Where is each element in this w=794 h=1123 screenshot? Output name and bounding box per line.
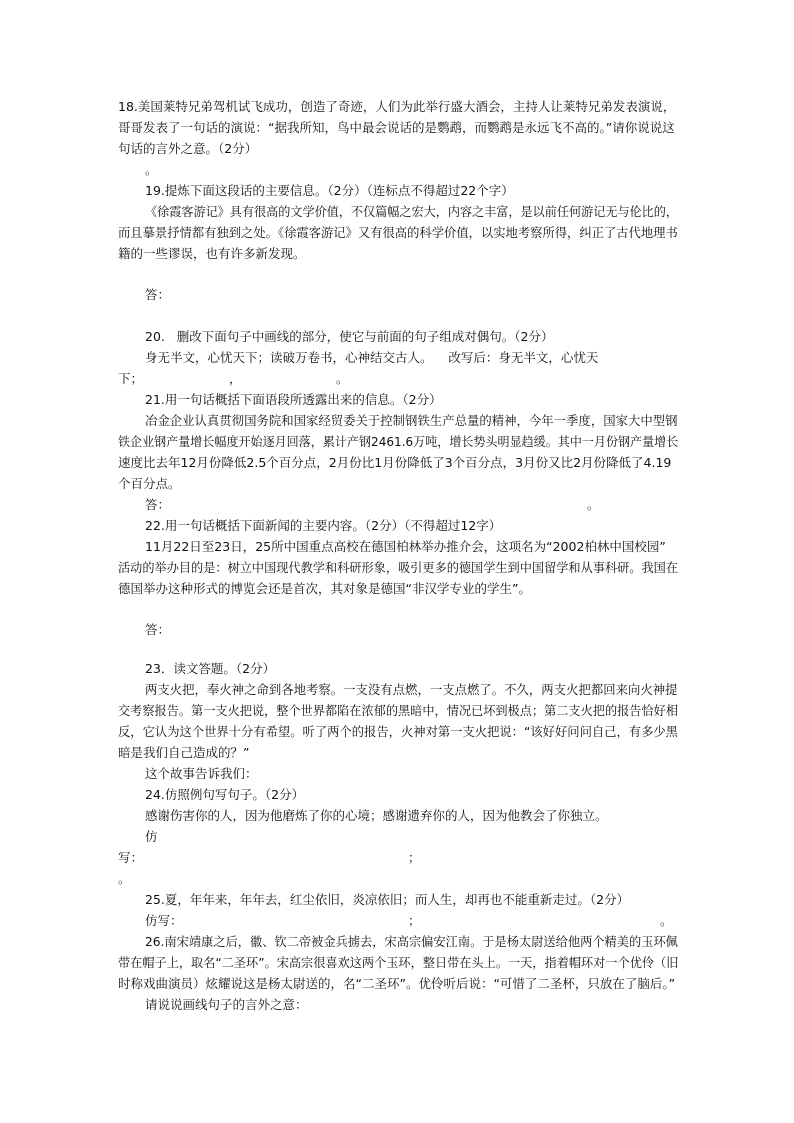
- q24-line-4-part-2: ；: [408, 850, 421, 865]
- q19-line-3: 而且摹景抒情都有独到之处。《徐霞客游记》又有很高的科学价值，以实地考察所得，纠正了古代地理书: [118, 225, 678, 240]
- q23-line-3: 交考察报告。第一支火把说，整个世界都陷在浓郁的黑暗中，情况已坏到极点；第二支火把的报告恰好相: [118, 703, 679, 718]
- q23-line-6: 这个故事告诉我们：: [145, 766, 258, 781]
- q18-answer: 。: [145, 162, 158, 177]
- q18-line-1: 18.美国莱特兄弟驾机试飞成功，创造了奇迹，人们为此举行盛大酒会，主持人让莱特兄弟发表演说，: [118, 99, 676, 114]
- q19-line-4: 籍的一些谬误，也有许多新发现。: [118, 246, 306, 261]
- q25-line-1: 25.夏，年年来，年年去，红尘依旧，炎凉依旧；而人生，却再也不能重新走过。（2分）: [145, 892, 630, 907]
- q18-line-3: 句话的言外之意。（2分）: [118, 141, 258, 156]
- q23-line-4: 反，它认为这个世界十分有希望。听了两个的报告，火神对第一支火把说：“该好好问问自己，有多少黑: [118, 724, 678, 739]
- q25-line-2-part-1: 仿写：: [145, 913, 183, 928]
- q25-line-2-part-3: 。: [660, 913, 673, 928]
- q22-answer-label: 答：: [145, 622, 171, 637]
- q19-line-1: 19.提炼下面这段话的主要信息。（2分）（连标点不得超过22个字）: [145, 183, 514, 198]
- q21-line-2: 冶金企业认真贯彻国务院和国家经贸委关于控制钢铁生产总量的精神，今年一季度，国家大中型钢: [145, 413, 678, 428]
- q21-answer-label: 答：: [145, 497, 171, 512]
- q20-line-1: 20. 删改下面句子中画线的部分，使它与前面的句子组成对偶句。（2分）: [145, 329, 554, 344]
- q21-line-3: 铁企业钢产量增长幅度开始逐月回落，累计产钢2461.6万吨，增长势头明显趋缓。其中一月份钢产量增长: [118, 434, 679, 449]
- q20-line-2: 身无半文，心忧天下；读破万卷书，心神结交古人。 改写后：身无半文，心忧天: [145, 350, 599, 365]
- q23-line-1: 23．读文答题。（2分）: [145, 661, 276, 676]
- q26-line-1: 26.南宋靖康之后，徽、钦二帝被金兵掳去，宋高宗偏安江南。于是杨太尉送给他两个精美的玉环佩: [145, 934, 678, 949]
- q24-line-4-part-1: 写：: [118, 850, 144, 865]
- q23-line-2: 两支火把，奉火神之命到各地考察。一支没有点燃，一支点燃了。不久，两支火把都回来向火神提: [145, 682, 678, 697]
- q23-line-5: 暗是我们自己造成的？”: [118, 745, 250, 760]
- q22-line-2: 11月22日至23日，25所中国重点高校在德国柏林举办推介会，这项名为“2002柏林中国校园”: [145, 539, 666, 554]
- q20-line-3-part-3: 。: [336, 371, 349, 386]
- q20-line-3-part-2: ，: [229, 371, 242, 386]
- q22-line-1: 22.用一句话概括下面新闻的主要内容。（2分）（不得超过12字）: [145, 518, 502, 533]
- q25-line-2-part-2: ；: [408, 913, 421, 928]
- q19-line-2: 《徐霞客游记》具有很高的文学价值，不仅篇幅之宏大，内容之丰富，是以前任何游记无与伦比的，: [145, 204, 679, 219]
- q26-line-4: 请说说画线句子的言外之意：: [145, 997, 308, 1012]
- q21-line-4: 速度比去年12月份降低2.5个百分点，2月份比1月份降低了3个百分点，3月份又比2月份降低了4.19: [118, 455, 672, 470]
- q20-line-3-part-1: 下；: [118, 371, 144, 386]
- q21-line-5: 个百分点。: [118, 476, 181, 491]
- q22-line-4: 德国举办这种形式的博览会还是首次，其对象是德国“非汉学专业的学生”。: [118, 581, 531, 596]
- q26-line-3: 时称戏曲演员）炫耀说这是杨太尉送的，名“二圣环”。优伶听后说：“可惜了二圣杯，只放在了脑后。”: [118, 976, 676, 991]
- q22-line-3: 活动的举办目的是：树立中国现代教学和科研形象，吸引更多的德国学生到中国留学和从事科研。我国在: [118, 560, 679, 575]
- q18-line-2: 哥哥发表了一句话的演说：“据我所知，鸟中最会说话的是鹦鹉，而鹦鹉是永远飞不高的。”请你说说这: [118, 120, 675, 135]
- q21-answer-end: 。: [587, 497, 600, 512]
- q24-line-1: 24.仿照例句写句子。（2分）: [145, 787, 305, 802]
- q19-answer-label: 答：: [145, 287, 171, 302]
- q24-line-3: 仿: [145, 829, 158, 844]
- q24-line-2: 感谢伤害你的人，因为他磨炼了你的心境；感谢遗弃你的人，因为他教会了你独立。: [145, 808, 608, 823]
- q24-line-5: 。: [118, 871, 131, 886]
- q26-line-2: 带在帽子上，取名“二圣环”。宋高宗很喜欢这两个玉环，整日带在头上。一天，指着帽环对一个优伶（旧: [118, 955, 679, 970]
- q21-line-1: 21.用一句话概括下面语段所透露出来的信息。（2分）: [145, 392, 442, 407]
